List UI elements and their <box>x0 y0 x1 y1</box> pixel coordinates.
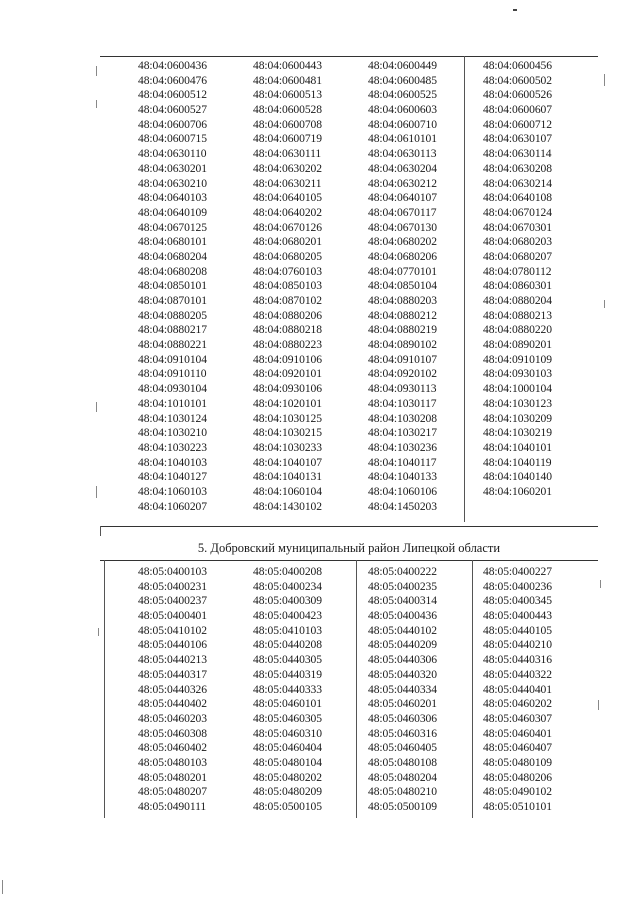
cadastral-number-cell: 48:04:1060201 <box>483 484 552 498</box>
cadastral-number-cell: 48:05:0440306 <box>368 653 437 667</box>
cadastral-number-cell: 48:04:0640202 <box>253 205 322 219</box>
cadastral-number-cell: 48:05:0500109 <box>368 800 437 813</box>
cadastral-number-cell: 48:04:1030209 <box>483 411 552 425</box>
cadastral-number-cell: 48:04:0910106 <box>253 352 322 366</box>
cadastral-number-cell: 48:05:0460402 <box>138 741 207 755</box>
cadastral-number-cell: 48:04:0880219 <box>368 323 437 337</box>
cadastral-number-cell: 48:05:0460202 <box>483 697 552 711</box>
cadastral-number-cell: 48:04:0600708 <box>253 117 322 131</box>
cadastral-number-cell: 48:04:0670117 <box>368 205 437 219</box>
cadastral-number-cell: 48:05:0480104 <box>253 755 322 769</box>
cadastral-number-cell: 48:04:0910107 <box>368 352 437 366</box>
cadastral-number-cell: 48:04:0910110 <box>138 367 207 381</box>
cadastral-number-cell: 48:04:1030124 <box>138 411 207 425</box>
cadastral-number-cell: 48:05:0460306 <box>368 711 437 725</box>
cadastral-number-cell: 48:04:0630110 <box>138 147 207 161</box>
cadastral-number-cell: 48:05:0460401 <box>483 726 552 740</box>
cadastral-number-cell: 48:04:0600476 <box>138 73 207 87</box>
cadastral-number-cell: 48:04:0760103 <box>253 264 322 278</box>
cadastral-number-cell: 48:05:0460203 <box>138 711 207 725</box>
cadastral-number-cell: 48:04:0860301 <box>483 279 552 293</box>
cadastral-number-cell: 48:04:1040117 <box>368 455 437 469</box>
cadastral-number-cell: 48:05:0480201 <box>138 770 207 784</box>
cadastral-number-cell: 48:04:0600607 <box>483 103 552 117</box>
cadastral-number-cell: 48:04:0600712 <box>483 117 552 131</box>
cadastral-number-cell: 48:04:1030208 <box>368 411 437 425</box>
cadastral-number-cell: 48:05:0440213 <box>138 653 207 667</box>
cadastral-number-cell: 48:05:0400443 <box>483 609 552 623</box>
cadastral-number-cell: 48:04:0610101 <box>368 132 437 146</box>
cadastral-number-cell: 48:04:1040127 <box>138 470 207 484</box>
section-title: 5. Добровский муниципальный район Липецкой области <box>197 541 501 555</box>
cadastral-number-cell: 48:04:1030123 <box>483 396 552 410</box>
cadastral-number-cell: 48:05:0480210 <box>368 785 437 799</box>
cadastral-number-cell: 48:04:0630113 <box>368 147 437 161</box>
cadastral-number-cell: 48:04:1030117 <box>368 396 437 410</box>
cadastral-number-cell: 48:04:0630201 <box>138 161 207 175</box>
scan-mark <box>96 66 97 76</box>
cadastral-number-cell: 48:04:0670126 <box>253 220 322 234</box>
cadastral-number-cell: 48:04:0600526 <box>483 88 552 102</box>
scan-mark <box>98 628 99 636</box>
cadastral-number-cell: 48:04:1030210 <box>138 426 207 440</box>
cadastral-number-cell: 48:04:0630211 <box>253 176 322 190</box>
cadastral-number-cell: 48:05:0440326 <box>138 682 207 696</box>
scan-mark <box>96 486 97 498</box>
cadastral-table-district-04 <box>100 56 598 522</box>
cadastral-number-cell: 48:04:0600456 <box>483 59 552 72</box>
cadastral-number-cell: 48:04:0880217 <box>138 323 207 337</box>
cadastral-number-cell: 48:05:0440333 <box>253 682 322 696</box>
cadastral-number-cell: 48:04:0600525 <box>368 88 437 102</box>
cadastral-number-cell: 48:04:0640109 <box>138 205 207 219</box>
cadastral-number-cell: 48:05:0400309 <box>253 594 322 608</box>
cadastral-number-cell: 48:04:0600603 <box>368 103 437 117</box>
cadastral-number-cell: 48:04:1060106 <box>368 484 437 498</box>
cadastral-number-cell: 48:05:0500105 <box>253 800 322 813</box>
cadastral-number-cell: 48:04:0630111 <box>253 147 322 161</box>
cadastral-number-cell: 48:04:1030236 <box>368 440 437 454</box>
cadastral-number-cell: 48:05:0480204 <box>368 770 437 784</box>
cadastral-number-cell: 48:05:0400236 <box>483 579 552 593</box>
cadastral-number-cell: 48:05:0400231 <box>138 579 207 593</box>
cadastral-number-cell: 48:04:0880205 <box>138 308 207 322</box>
scan-mark <box>96 100 97 108</box>
cadastral-number-cell: 48:05:0400314 <box>368 594 437 608</box>
scan-mark <box>2 880 3 894</box>
cadastral-number-cell: 48:04:0880221 <box>138 338 207 352</box>
cadastral-number-cell: 48:05:0480209 <box>253 785 322 799</box>
cadastral-number-cell: 48:04:0890102 <box>368 338 437 352</box>
cadastral-number-cell: 48:05:0400436 <box>368 609 437 623</box>
cadastral-number-cell: 48:04:0880204 <box>483 294 552 307</box>
cadastral-number-cell: 48:04:1030125 <box>253 411 322 425</box>
cadastral-number-cell: 48:04:0600527 <box>138 103 207 117</box>
cadastral-number-cell: 48:05:0440102 <box>368 623 437 637</box>
cadastral-number-cell: 48:04:0600719 <box>253 132 322 146</box>
cadastral-number-cell <box>483 500 598 515</box>
cadastral-number-cell: 48:04:0670301 <box>483 220 552 234</box>
cadastral-number-cell: 48:04:0930113 <box>368 382 437 396</box>
cadastral-number-cell: 48:04:0890201 <box>483 338 552 352</box>
cadastral-number-cell: 48:04:0640103 <box>138 191 207 205</box>
cadastral-number-cell: 48:04:0870102 <box>253 294 322 307</box>
cadastral-number-cell: 48:05:0460407 <box>483 741 552 755</box>
cadastral-number-cell: 48:04:0880223 <box>253 338 322 352</box>
cadastral-number-cell: 48:05:0440316 <box>483 653 552 667</box>
cadastral-number-cell: 48:04:0600706 <box>138 117 207 131</box>
cadastral-number-cell: 48:04:0600513 <box>253 88 322 102</box>
cadastral-number-cell: 48:05:0410102 <box>138 623 207 637</box>
cadastral-number-cell: 48:04:0880206 <box>253 308 322 322</box>
cadastral-number-cell: 48:05:0440402 <box>138 697 207 711</box>
cadastral-number-cell: 48:04:0910109 <box>483 352 552 366</box>
cadastral-number-cell: 48:04:0680204 <box>138 249 207 263</box>
cadastral-number-cell: 48:05:0400222 <box>368 565 437 578</box>
scan-mark <box>513 9 517 11</box>
table-column-divider <box>104 560 105 818</box>
cadastral-number-cell: 48:05:0440401 <box>483 682 552 696</box>
cadastral-number-cell: 48:04:1010101 <box>138 396 207 410</box>
cadastral-number-cell: 48:05:0440320 <box>368 667 437 681</box>
cadastral-number-cell: 48:05:0460405 <box>368 741 437 755</box>
cadastral-number-cell: 48:04:0630114 <box>483 147 552 161</box>
cadastral-number-cell: 48:04:0640105 <box>253 191 322 205</box>
cadastral-number-cell: 48:04:0680203 <box>483 235 552 249</box>
cadastral-number-cell: 48:04:0880213 <box>483 308 552 322</box>
cadastral-number-cell: 48:04:0680207 <box>483 249 552 263</box>
cadastral-number-cell: 48:05:0440317 <box>138 667 207 681</box>
cadastral-number-cell: 48:04:0880203 <box>368 294 437 307</box>
cadastral-number-cell: 48:04:0600436 <box>138 59 207 72</box>
cadastral-number-cell: 48:04:0630214 <box>483 176 552 190</box>
cadastral-number-cell: 48:05:0440322 <box>483 667 552 681</box>
cadastral-number-cell: 48:04:0680202 <box>368 235 437 249</box>
cadastral-number-cell: 48:04:1040133 <box>368 470 437 484</box>
cadastral-number-cell: 48:05:0460201 <box>368 697 437 711</box>
cadastral-number-cell: 48:04:0600443 <box>253 59 322 72</box>
cadastral-number-cell: 48:04:1030223 <box>138 440 207 454</box>
cadastral-number-cell: 48:05:0460305 <box>253 711 322 725</box>
cadastral-number-cell: 48:05:0400208 <box>253 565 322 578</box>
cadastral-number-cell: 48:04:1030215 <box>253 426 322 440</box>
cadastral-number-cell: 48:05:0510101 <box>483 800 552 813</box>
cadastral-number-cell: 48:05:0460404 <box>253 741 322 755</box>
cadastral-number-cell: 48:05:0460101 <box>253 697 322 711</box>
cadastral-number-cell: 48:04:0780112 <box>483 264 552 278</box>
cadastral-number-cell: 48:04:0850103 <box>253 279 322 293</box>
cadastral-number-cell: 48:05:0400423 <box>253 609 322 623</box>
cadastral-number-cell: 48:04:1060103 <box>138 484 207 498</box>
cadastral-number-cell: 48:05:0440319 <box>253 667 322 681</box>
cadastral-number-cell: 48:04:0770101 <box>368 264 437 278</box>
cadastral-number-cell: 48:04:0630212 <box>368 176 437 190</box>
cadastral-number-cell: 48:05:0480202 <box>253 770 322 784</box>
cadastral-number-cell: 48:05:0480207 <box>138 785 207 799</box>
cadastral-number-cell: 48:05:0400401 <box>138 609 207 623</box>
cadastral-number-cell: 48:05:0480108 <box>368 755 437 769</box>
cadastral-number-cell: 48:04:0600502 <box>483 73 552 87</box>
cadastral-number-cell: 48:04:1060104 <box>253 484 322 498</box>
cadastral-number-cell: 48:04:1060207 <box>138 499 207 513</box>
cadastral-number-cell: 48:04:0600512 <box>138 88 207 102</box>
cadastral-table-district-05 <box>100 560 598 818</box>
cadastral-number-cell: 48:05:0400234 <box>253 579 322 593</box>
cadastral-number-cell: 48:04:0640107 <box>368 191 437 205</box>
cadastral-number-cell: 48:04:0630202 <box>253 161 322 175</box>
cadastral-number-cell: 48:04:0920101 <box>253 367 322 381</box>
cadastral-number-cell: 48:04:1040103 <box>138 455 207 469</box>
cadastral-number-cell: 48:04:0600449 <box>368 59 437 72</box>
cadastral-number-cell: 48:04:0850101 <box>138 279 207 293</box>
cadastral-number-cell: 48:05:0460308 <box>138 726 207 740</box>
cadastral-number-cell: 48:04:0930103 <box>483 367 552 381</box>
table-bottom-border <box>100 526 598 527</box>
cadastral-number-cell: 48:04:0670125 <box>138 220 207 234</box>
cadastral-number-cell: 48:04:1040101 <box>483 440 552 454</box>
cadastral-number-cell: 48:05:0480103 <box>138 755 207 769</box>
cadastral-number-cell: 48:04:0880220 <box>483 323 552 337</box>
cadastral-number-cell: 48:05:0440209 <box>368 638 437 652</box>
cadastral-number-cell: 48:05:0460307 <box>483 711 552 725</box>
cadastral-number-cell: 48:04:0640108 <box>483 191 552 205</box>
cadastral-number-cell: 48:05:0400345 <box>483 594 552 608</box>
cadastral-number-cell: 48:05:0440210 <box>483 638 552 652</box>
cadastral-number-cell: 48:04:0670130 <box>368 220 437 234</box>
cadastral-number-cell: 48:04:1000104 <box>483 382 552 396</box>
cadastral-number-cell: 48:04:1040119 <box>483 455 552 469</box>
cadastral-number-cell: 48:05:0440334 <box>368 682 437 696</box>
cadastral-number-cell: 48:04:1430102 <box>253 499 322 513</box>
cadastral-number-cell: 48:05:0490102 <box>483 785 552 799</box>
cadastral-number-cell: 48:04:0630210 <box>138 176 207 190</box>
cadastral-number-cell: 48:04:0600481 <box>253 73 322 87</box>
cadastral-number-cell: 48:04:0930104 <box>138 382 207 396</box>
scan-mark <box>96 402 97 412</box>
cadastral-number-grid <box>138 59 636 514</box>
cadastral-number-cell: 48:05:0480109 <box>483 755 552 769</box>
cadastral-number-cell: 48:04:0920102 <box>368 367 437 381</box>
cadastral-number-cell: 48:04:1030219 <box>483 426 552 440</box>
cadastral-number-cell: 48:04:0600528 <box>253 103 322 117</box>
cadastral-number-cell: 48:04:0880218 <box>253 323 322 337</box>
cadastral-number-cell: 48:04:1030233 <box>253 440 322 454</box>
cadastral-number-cell: 48:04:0850104 <box>368 279 437 293</box>
cadastral-number-cell: 48:04:0680205 <box>253 249 322 263</box>
cadastral-number-cell: 48:04:0880212 <box>368 308 437 322</box>
cadastral-number-cell: 48:05:0490111 <box>138 800 207 813</box>
cadastral-number-cell: 48:04:0630208 <box>483 161 552 175</box>
cadastral-number-cell: 48:05:0410103 <box>253 623 322 637</box>
cadastral-number-cell: 48:04:1020101 <box>253 396 322 410</box>
cadastral-number-cell: 48:04:0930106 <box>253 382 322 396</box>
cadastral-number-grid <box>138 565 636 815</box>
cadastral-number-cell: 48:04:0600710 <box>368 117 437 131</box>
cadastral-number-cell: 48:04:1030217 <box>368 426 437 440</box>
cadastral-number-cell: 48:05:0400103 <box>138 565 207 578</box>
cadastral-number-cell: 48:04:1040140 <box>483 470 552 484</box>
cadastral-number-cell: 48:04:0680201 <box>253 235 322 249</box>
cadastral-number-cell: 48:04:1450203 <box>368 499 437 513</box>
cadastral-number-cell: 48:05:0460316 <box>368 726 437 740</box>
cadastral-number-cell: 48:04:0670124 <box>483 205 552 219</box>
cadastral-number-cell: 48:04:0680101 <box>138 235 207 249</box>
cadastral-number-cell: 48:05:0400235 <box>368 579 437 593</box>
cadastral-number-cell: 48:04:0600715 <box>138 132 207 146</box>
cadastral-number-cell: 48:04:0910104 <box>138 352 207 366</box>
table-left-border <box>100 526 101 536</box>
cadastral-number-cell: 48:04:1040107 <box>253 455 322 469</box>
cadastral-number-cell: 48:05:0480206 <box>483 770 552 784</box>
cadastral-number-cell: 48:05:0440305 <box>253 653 322 667</box>
cadastral-number-cell: 48:04:0600485 <box>368 73 437 87</box>
cadastral-number-cell: 48:04:0630107 <box>483 132 552 146</box>
cadastral-number-cell: 48:05:0400227 <box>483 565 552 578</box>
cadastral-number-cell: 48:04:0680208 <box>138 264 207 278</box>
cadastral-number-cell: 48:04:1040131 <box>253 470 322 484</box>
cadastral-number-cell: 48:04:0870101 <box>138 294 207 307</box>
cadastral-number-cell: 48:04:0680206 <box>368 249 437 263</box>
cadastral-number-cell: 48:05:0440106 <box>138 638 207 652</box>
cadastral-number-cell: 48:04:0630204 <box>368 161 437 175</box>
cadastral-number-cell: 48:05:0400237 <box>138 594 207 608</box>
cadastral-number-cell: 48:05:0440208 <box>253 638 322 652</box>
cadastral-number-cell: 48:05:0460310 <box>253 726 322 740</box>
cadastral-number-cell: 48:05:0440105 <box>483 623 552 637</box>
table-top-border <box>100 56 598 57</box>
table-top-border <box>100 560 598 561</box>
